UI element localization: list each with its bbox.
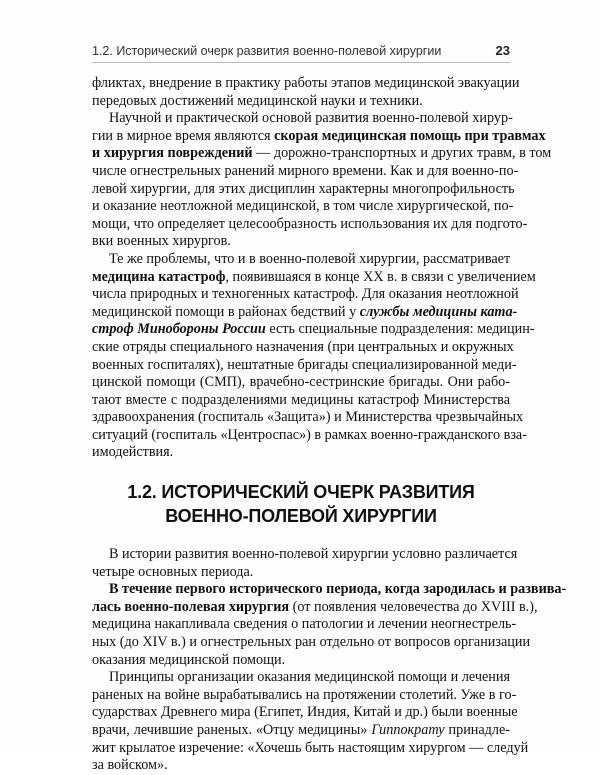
text-line: имодействия. xyxy=(92,444,174,461)
bold-italic-term: строф Минобороны России xyxy=(92,321,266,338)
text-line xyxy=(92,321,535,339)
text-line: ных (до XIV в.) и огнестрельных ран отдельно от вопросов организации xyxy=(92,634,531,651)
text-line: сударствах Древнего мира (Египет, Индия, Китай и др.) были военные xyxy=(92,704,518,721)
text-line xyxy=(92,722,510,740)
text-line: и оказание неотложной медицинской, в том числе хирургической, по- xyxy=(92,198,514,215)
text-line xyxy=(92,127,546,146)
text-line xyxy=(92,303,518,322)
text-line: Научной и практической основой развития военно-полевой хирур- xyxy=(109,110,513,127)
text-run: врачи, лечившие раненых. «Отцу медицины» xyxy=(92,722,372,738)
text-line: оказания медицинской помощи. xyxy=(92,651,286,668)
paragraph-1 xyxy=(92,75,520,110)
text-line: ские отряды специального назначения (при центральных и окружных xyxy=(92,338,514,355)
text-line xyxy=(92,581,567,599)
text-line: мощи, что определяет целесообразность использования их для подгото- xyxy=(92,215,528,232)
text-line: числа природных и техногенных катастроф. Для оказания неотложной xyxy=(92,286,519,303)
text-line: передовых достижений медицинской науки и техники. xyxy=(92,92,423,109)
paragraph-2 xyxy=(92,110,552,251)
text-line: раненых на войне вырабатывались на протяжении столетий. Уже в го- xyxy=(92,686,517,703)
paragraph-3 xyxy=(92,250,536,462)
bold-italic-term: службы медицины ката- xyxy=(359,303,518,320)
text-run: (от появления человечества до XVIII в.), xyxy=(289,598,538,615)
text-line: медицина накапливала сведения о патологии и лечении неогнестрель- xyxy=(92,616,517,633)
text-run: принадле- xyxy=(444,722,510,738)
text-run: , появившаяся в конце XX в. в связи с увеличением xyxy=(225,268,536,285)
text-line: Принципы организации оказания медицинской помощи и лечения xyxy=(109,669,510,686)
text-run: гии в мирное время являются xyxy=(92,127,275,144)
bold-term: лась военно-полевая хирургия xyxy=(92,598,290,615)
text-line: тают вместе с подразделениями медицины катастроф Министерства xyxy=(92,391,510,408)
section-heading xyxy=(92,480,510,528)
text-run: есть специальные подразделения: медицин- xyxy=(265,321,535,338)
text-line: военных госпиталях), нештатные бригады специализированной меди- xyxy=(92,356,517,373)
bold-term: и хирургия повреждений xyxy=(92,145,253,162)
text-line: Те же проблемы, что и в военно-полевой хирургии, рассматривает xyxy=(109,250,511,267)
paragraph-6 xyxy=(92,669,529,775)
text-line xyxy=(92,598,538,617)
text-line: здравоохранения (госпиталь «Защита») и Министерства чрезвычайных xyxy=(92,409,524,426)
text-line: вки военных хирургов. xyxy=(92,233,231,250)
text-line xyxy=(92,145,552,163)
text-line: цинской помощи (СМП), врачебно-сестринские бригады. Они рабо- xyxy=(92,374,510,391)
text-line: фликтах, внедрение в практику работы этапов медицинской эвакуации xyxy=(92,75,520,91)
page-number: 23 xyxy=(495,43,510,58)
text-line: за войском». xyxy=(92,757,168,774)
section-heading-line: ВОЕННО-ПОЛЕВОЙ ХИРУРГИИ xyxy=(165,506,437,527)
text-line: В истории развития военно-полевой хирургии условно различается xyxy=(109,546,518,563)
text-line: числе огнестрельных ранений мирного времени. Как и для военно-по- xyxy=(92,162,519,179)
text-line xyxy=(92,268,536,287)
text-run: медицинской помощи в районах бедствий у xyxy=(92,303,360,320)
text-line: левой хирургии, для этих дисциплин характерны многопрофильность xyxy=(92,180,515,197)
paragraph-4 xyxy=(92,546,518,581)
text-line: четыре основных периода. xyxy=(92,563,254,580)
bold-term: медицина катастроф xyxy=(92,268,226,285)
text-run: — дорожно-транспортных и других травм, в том xyxy=(252,145,552,162)
bold-term: скорая медицинская помощь при травмах xyxy=(274,127,546,144)
section-heading-line: 1.2. ИСТОРИЧЕСКИЙ ОЧЕРК РАЗВИТИЯ xyxy=(127,482,475,503)
running-title: 1.2. Исторический очерк развития военно-полевой хирургии xyxy=(92,44,442,58)
paragraph-5 xyxy=(92,581,567,669)
text-line: жит крылатое изречение: «Хочешь быть настоящим хирургом — следуй xyxy=(92,739,529,756)
page-body xyxy=(92,75,567,775)
bold-term: В течение первого исторического периода, когда зародилась и развива- xyxy=(109,581,567,598)
italic-name: Гиппократу xyxy=(371,722,445,738)
page-header xyxy=(92,42,510,63)
text-line: ситуаций (госпиталь «Центроспас») в рамках военно-гражданского вза- xyxy=(92,426,527,443)
